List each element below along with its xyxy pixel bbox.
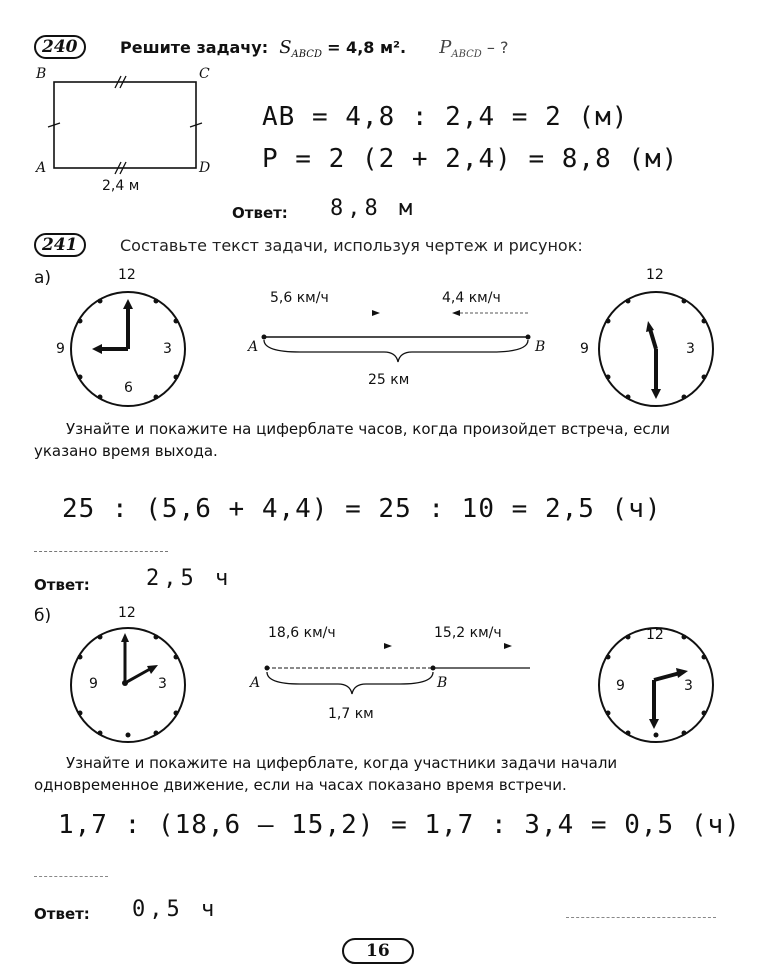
answer-240-value: 8,8 м xyxy=(330,196,417,221)
answer-b-right-rule xyxy=(566,917,716,918)
solution-240-line-2: P = 2 (2 + 2,4) = 8,8 (м) xyxy=(262,144,679,174)
perimeter-subscript: ABCD xyxy=(451,49,482,61)
task-number-241: 241 xyxy=(34,233,86,257)
page-number: 16 xyxy=(342,938,414,964)
question-b-line-2: одновременное движение, если на часах показано время встречи. xyxy=(34,776,567,794)
speed-b-left: 18,6 км/ч xyxy=(268,625,336,641)
clock-a-meeting-3: 3 xyxy=(686,341,695,357)
answer-b-value: 0,5 ч xyxy=(132,897,219,922)
part-b-label: б) xyxy=(34,606,52,626)
vertex-c-label: C xyxy=(199,66,210,82)
answer-a-value: 2,5 ч xyxy=(146,566,233,591)
clock-a-start-6: 6 xyxy=(124,380,133,396)
answer-240-label: Ответ: xyxy=(232,204,288,222)
area-symbol: S xyxy=(279,37,292,58)
clock-b-start-9: 9 xyxy=(616,678,625,694)
answer-a-label: Ответ: xyxy=(34,576,90,594)
clock-a-meeting-12: 12 xyxy=(646,267,664,283)
clock-b-start xyxy=(596,625,716,745)
perimeter-symbol: P xyxy=(439,37,452,58)
solution-240-line-1: AB = 4,8 : 2,4 = 2 (м) xyxy=(262,102,629,132)
solution-a: 25 : (5,6 + 4,4) = 25 : 10 = 2,5 (ч) xyxy=(62,494,662,524)
side-length-label: 2,4 м xyxy=(102,178,140,194)
speed-a-right: 4,4 км/ч xyxy=(442,290,501,306)
area-value: = 4,8 м². xyxy=(327,38,407,57)
area-subscript: ABCD xyxy=(291,49,322,61)
clock-b-start-3: 3 xyxy=(684,678,693,694)
solution-b: 1,7 : (18,6 – 15,2) = 1,7 : 3,4 = 0,5 (ч) xyxy=(58,810,741,840)
clock-b-meeting-9: 9 xyxy=(89,676,98,692)
question-a: Узнайте и покажите на циферблате часов, когда произойдет встреча, если указано время выхода. xyxy=(34,420,670,460)
clock-a-meeting-9: 9 xyxy=(580,341,589,357)
clock-b-start-12: 12 xyxy=(646,627,664,643)
speed-b-right: 15,2 км/ч xyxy=(434,625,502,641)
answer-b-rule xyxy=(34,876,108,877)
task-240-prompt-text: Решите задачу: xyxy=(120,38,269,57)
clock-b-meeting-3: 3 xyxy=(158,676,167,692)
vertex-a-label: A xyxy=(36,160,47,176)
answer-b-label: Ответ: xyxy=(34,905,90,923)
vertex-b-label: B xyxy=(36,66,47,82)
point-b-label-b: B xyxy=(437,675,448,691)
vertex-d-label: D xyxy=(199,160,211,176)
task-number-240: 240 xyxy=(34,35,86,59)
distance-b: 1,7 км xyxy=(328,706,374,722)
question-b-line-1: Узнайте и покажите на циферблате, когда участники задачи начали xyxy=(66,754,618,772)
clock-a-start-3: 3 xyxy=(163,341,172,357)
perimeter-unknown: – ? xyxy=(486,38,509,57)
clock-a-start-12: 12 xyxy=(118,267,136,283)
point-b-label-a: B xyxy=(535,339,546,355)
clock-a-start-9: 9 xyxy=(56,341,65,357)
task-241-prompt: Составьте текст задачи, используя чертеж и рисунок: xyxy=(120,236,583,255)
question-b xyxy=(34,752,714,796)
clock-b-meeting-12: 12 xyxy=(118,605,136,621)
speed-a-left: 5,6 км/ч xyxy=(270,290,329,306)
distance-a: 25 км xyxy=(368,372,410,388)
part-a-label: а) xyxy=(34,268,52,288)
point-a-label-b: A xyxy=(250,675,261,691)
point-a-label-a: A xyxy=(248,339,259,355)
